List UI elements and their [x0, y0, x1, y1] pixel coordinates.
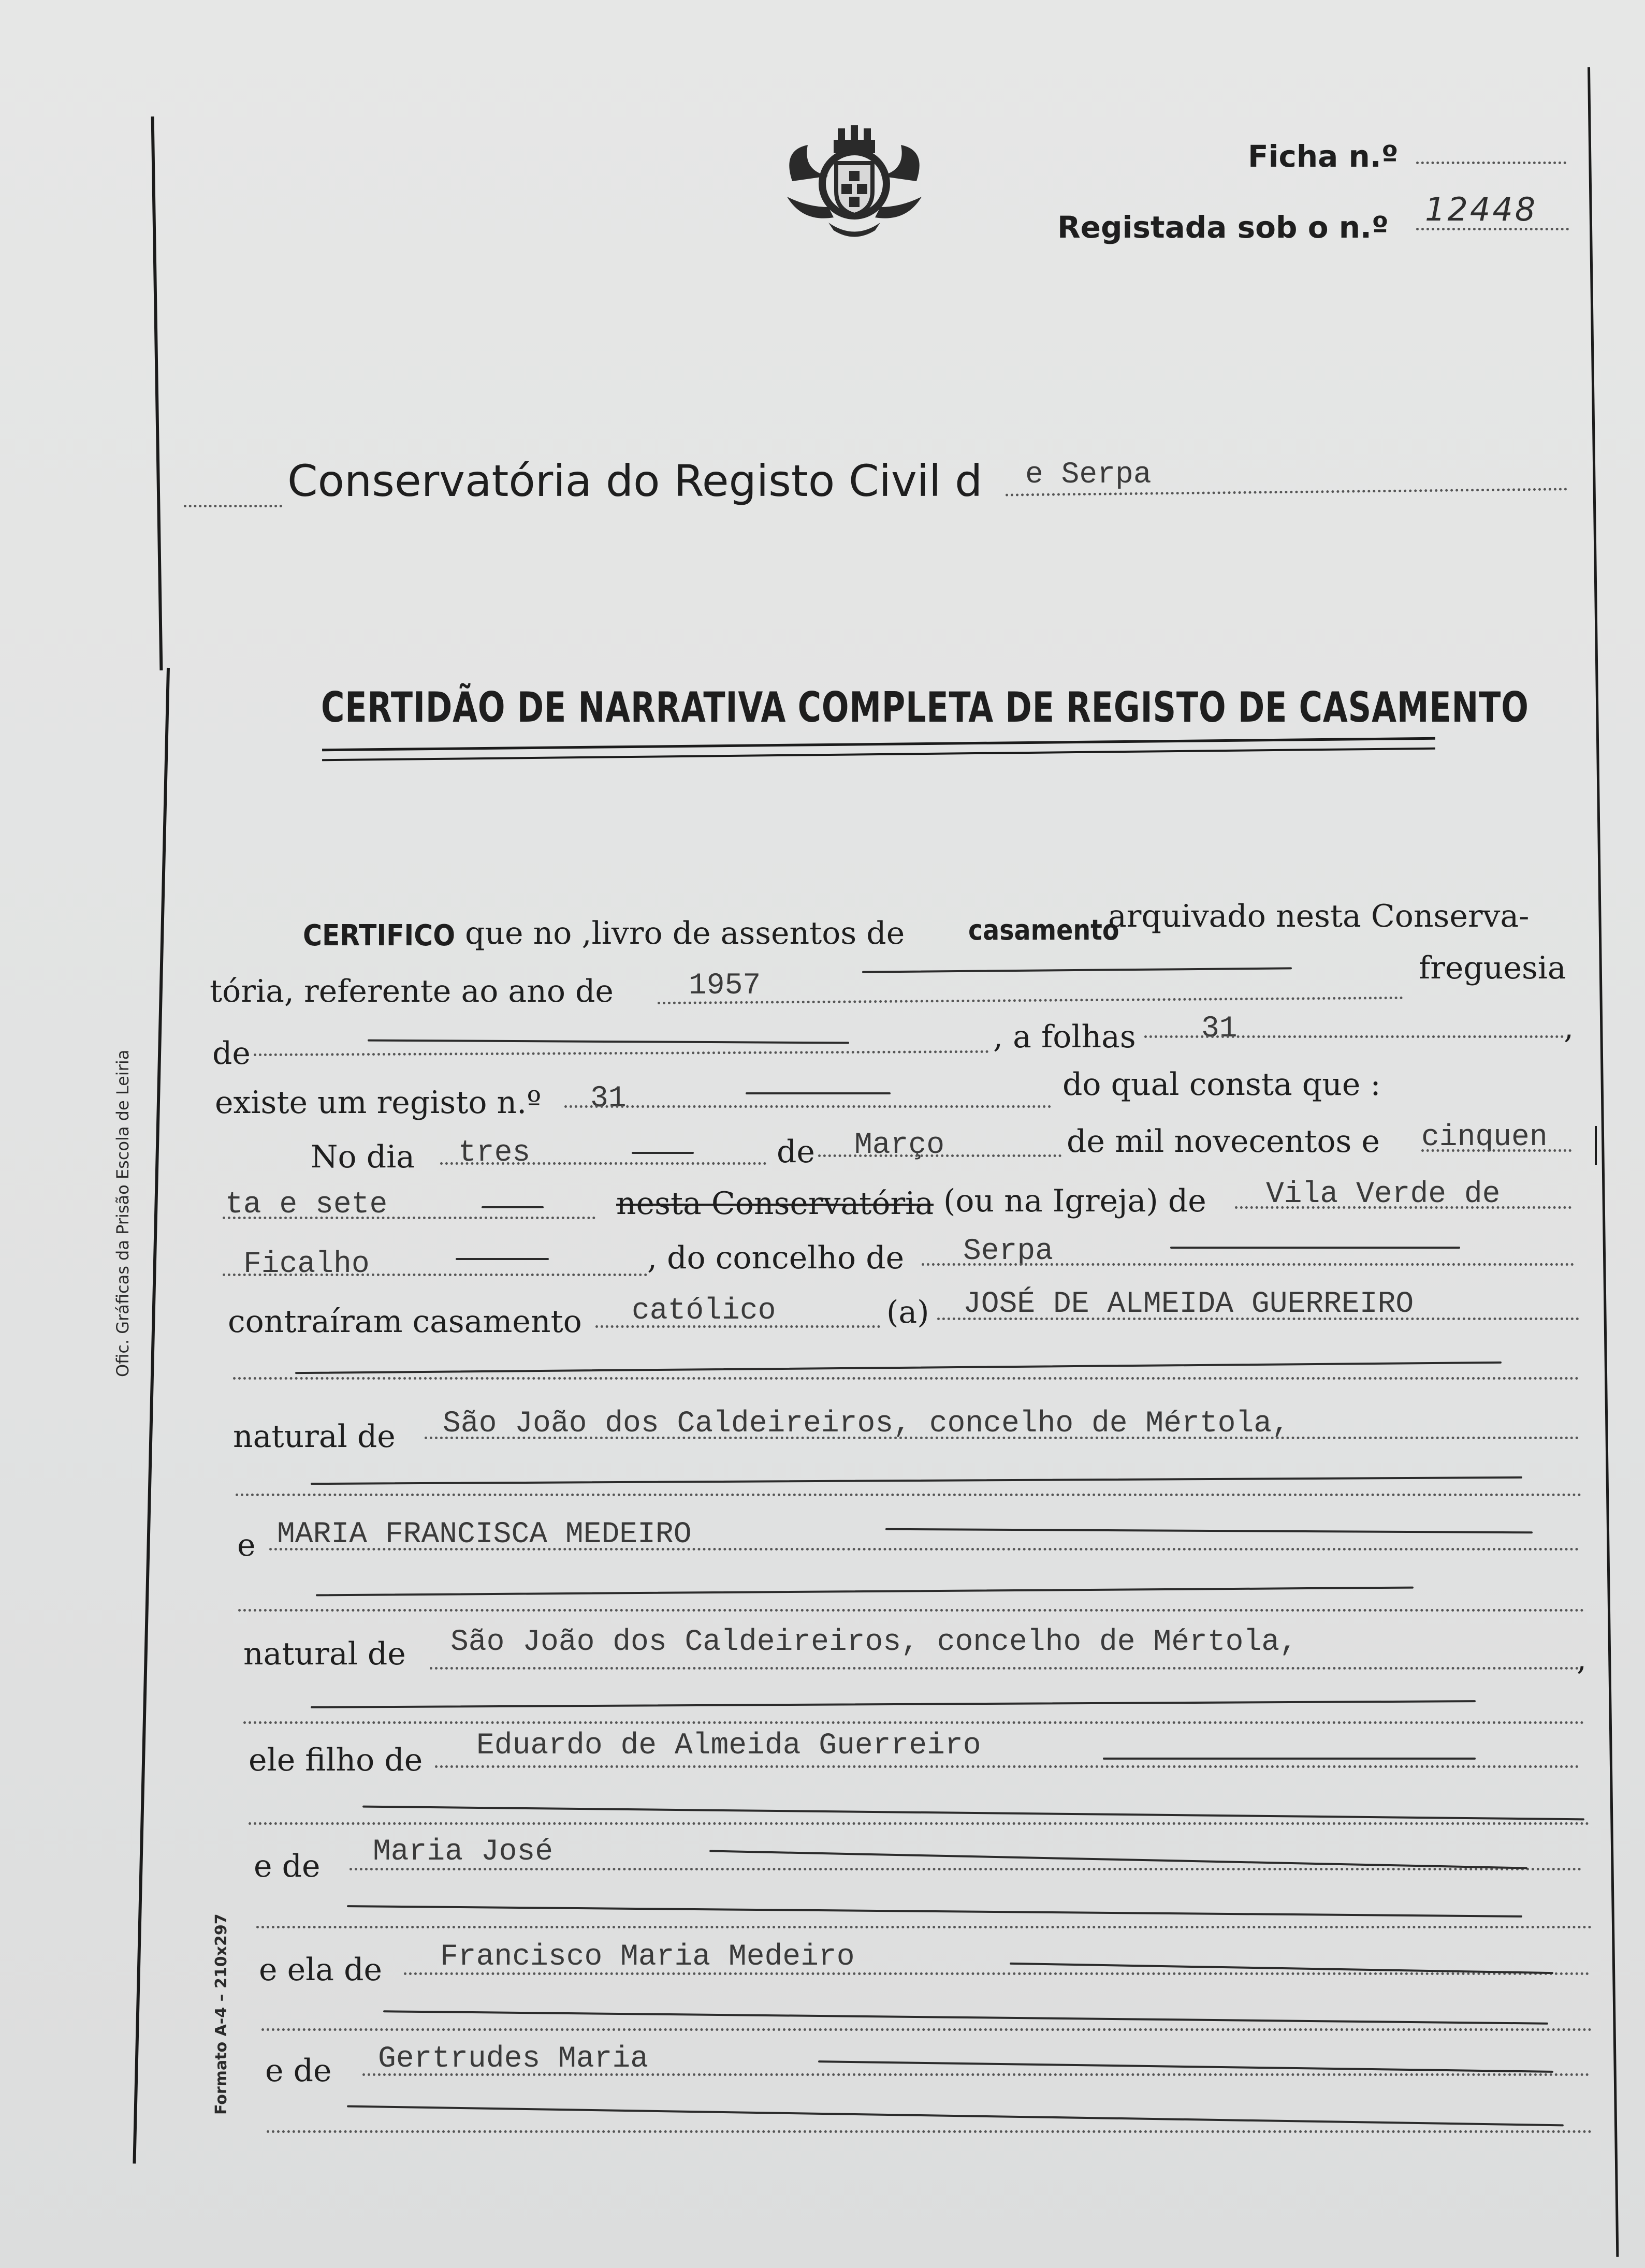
noiva-natural-extra-dash — [311, 1700, 1476, 1708]
noiva-natural-comma: , — [1577, 1641, 1587, 1677]
document-title: CERTIDÃO DE NARRATIVA COMPLETA DE REGISTO DE CASAMENTO — [321, 683, 1529, 731]
nesta-conservatoria-struck: nesta Conservatória — [616, 1186, 934, 1222]
noiva-name[interactable]: MARIA FRANCISCA MEDEIRO — [277, 1518, 692, 1552]
dia-dash — [632, 1152, 694, 1154]
igreja-value-a[interactable]: Vila Verde de — [1266, 1178, 1501, 1211]
concelho-label: , do concelho de — [647, 1240, 905, 1276]
igreja-dash-b — [456, 1258, 549, 1260]
mae-noiva-dash — [818, 2060, 1553, 2073]
registo-dash — [746, 1092, 891, 1094]
pai-noivo-extra-dash — [362, 1806, 1584, 1821]
e-label-noiva: e — [237, 1527, 256, 1563]
noivo-extra-line — [233, 1377, 1579, 1380]
de-mil-label: de mil novecentos e — [1067, 1123, 1380, 1160]
noiva-natural-value[interactable]: São João dos Caldeireiros, concelho de Mértola, — [450, 1626, 1298, 1659]
folhas-field-line — [1144, 1035, 1564, 1038]
pai-noiva-value[interactable]: Francisco Maria Medeiro — [440, 1940, 855, 1974]
mae-noivo-extra-dash — [347, 1905, 1522, 1918]
year-field-line — [658, 997, 1403, 1004]
mae-noiva-extra-line — [267, 2130, 1592, 2133]
registo-value[interactable]: 31 — [590, 1082, 627, 1116]
pai-noivo-line — [435, 1765, 1579, 1768]
de-dash — [368, 1040, 849, 1044]
a-label: (a) — [886, 1294, 929, 1330]
ano-field-line-b — [223, 1217, 595, 1219]
ano-field-line-a — [1421, 1149, 1571, 1152]
noiva-natural-extra-line — [243, 1721, 1584, 1724]
existe-label: existe um registo n.º — [215, 1085, 542, 1121]
casamento-label: casamento — [968, 914, 1119, 946]
right-border-line — [1588, 67, 1619, 2257]
de-label: de — [212, 1035, 251, 1072]
folhas-label: , a folhas — [993, 1019, 1136, 1055]
noivo-name[interactable]: JOSÉ DE ALMEIDA GUERREIRO — [963, 1287, 1414, 1321]
noiva-field-line — [269, 1548, 1579, 1550]
ficha-label: Ficha n.º — [1248, 139, 1399, 174]
no-dia-label: No dia — [311, 1139, 415, 1175]
noiva-extra-dash — [316, 1587, 1414, 1597]
noivo-extra-dash — [295, 1362, 1502, 1374]
noivo-natural-line — [425, 1437, 1579, 1439]
tipo-field-line — [595, 1325, 880, 1328]
ela-de-label: e ela de — [259, 1952, 383, 1988]
folhas-value[interactable]: 31 — [1201, 1012, 1238, 1046]
pai-noiva-extra-dash — [383, 2010, 1548, 2025]
ele-filho-label: ele filho de — [249, 1742, 423, 1778]
certifico-label: CERTIFICO — [303, 919, 456, 953]
noiva-dash — [885, 1528, 1533, 1534]
mae-noivo-extra-line — [256, 1926, 1592, 1928]
pai-noivo-dash — [1103, 1758, 1476, 1760]
dia-field-line — [440, 1162, 766, 1165]
noiva-natural-line — [430, 1667, 1579, 1670]
igreja-value-b[interactable]: Ficalho — [243, 1248, 370, 1281]
ano-value-b[interactable]: ta e sete — [225, 1188, 388, 1222]
noiva-natural-label: natural de — [243, 1636, 406, 1672]
noivo-natural-extra-line — [236, 1494, 1582, 1496]
format-imprint: Formato A-4 – 210x297 — [212, 1913, 230, 2115]
mae-noiva-line — [362, 2073, 1590, 2076]
line1-text-b: arquivado nesta Conserva- — [1108, 898, 1530, 934]
office-leading-line — [184, 505, 282, 507]
noivo-natural-extra-dash — [311, 1476, 1522, 1485]
line1-text-a: que no ,livro de assentos de — [465, 915, 905, 952]
ano-value-a[interactable]: cinquen — [1421, 1121, 1548, 1154]
left-border-line-lower — [133, 668, 170, 2163]
noivo-natural-value[interactable]: São João dos Caldeireiros, concelho de Mértola, — [443, 1407, 1290, 1441]
mae-noivo-line — [350, 1868, 1582, 1870]
concelho-dash — [1170, 1247, 1460, 1249]
de-field-line — [254, 1050, 989, 1056]
mae-noiva-extra-dash — [347, 2105, 1564, 2127]
mes-field-line — [818, 1154, 1061, 1157]
dia-value[interactable]: tres — [458, 1136, 531, 1170]
ano-dash-b — [482, 1206, 544, 1208]
mae-noiva-value[interactable]: Gertrudes Maria — [378, 2042, 649, 2076]
pai-noivo-extra-line — [249, 1822, 1590, 1825]
noivo-natural-label: natural de — [233, 1418, 396, 1455]
registo-field-line — [564, 1105, 1051, 1108]
office-label: Conservatória do Registo Civil d — [287, 456, 983, 506]
pai-noiva-line — [404, 1972, 1590, 1975]
mae-noivo-dash — [709, 1850, 1527, 1869]
contrairam-label: contraíram casamento — [228, 1304, 582, 1340]
registada-field[interactable]: 12448 — [1425, 191, 1538, 228]
tipo-value[interactable]: católico — [632, 1294, 776, 1328]
pai-noivo-value[interactable]: Eduardo de Almeida Guerreiro — [476, 1729, 981, 1763]
concelho-value[interactable]: Serpa — [963, 1235, 1054, 1268]
freguesia-label: freguesia — [1419, 950, 1566, 986]
pai-noiva-extra-line — [261, 2028, 1592, 2031]
mes-value[interactable]: Março — [854, 1129, 945, 1162]
noivo-field-line — [937, 1318, 1579, 1320]
line2-text: tória, referente ao ano de — [210, 973, 614, 1009]
ficha-field-line — [1416, 162, 1566, 164]
do-qual-label: do qual consta que : — [1062, 1066, 1381, 1103]
printer-imprint: Ofic. Gráficas da Prisão Escola de Leiria — [113, 1049, 133, 1377]
igreja-field-line-b — [223, 1274, 647, 1276]
igreja-field-line-a — [1235, 1206, 1571, 1209]
noiva-extra-line — [238, 1609, 1584, 1612]
registada-label: Registada sob o n.º — [1057, 210, 1389, 245]
de2-label: de — [777, 1134, 815, 1170]
concelho-field-line — [922, 1263, 1574, 1266]
ou-igreja-label: (ou na Igreja) de — [943, 1183, 1206, 1219]
left-border-line — [151, 116, 163, 670]
coat-of-arms-emblem — [771, 119, 937, 243]
year-value[interactable]: 1957 — [689, 969, 761, 1003]
folhas-comma: , — [1564, 1009, 1574, 1046]
mae-noivo-value[interactable]: Maria José — [373, 1835, 554, 1869]
e-de-label-1: e de — [254, 1848, 321, 1884]
ano-tick — [1595, 1126, 1597, 1165]
year-dash — [862, 967, 1292, 973]
office-value[interactable]: e Serpa — [1025, 458, 1152, 492]
e-de-label-2: e de — [265, 2053, 332, 2089]
